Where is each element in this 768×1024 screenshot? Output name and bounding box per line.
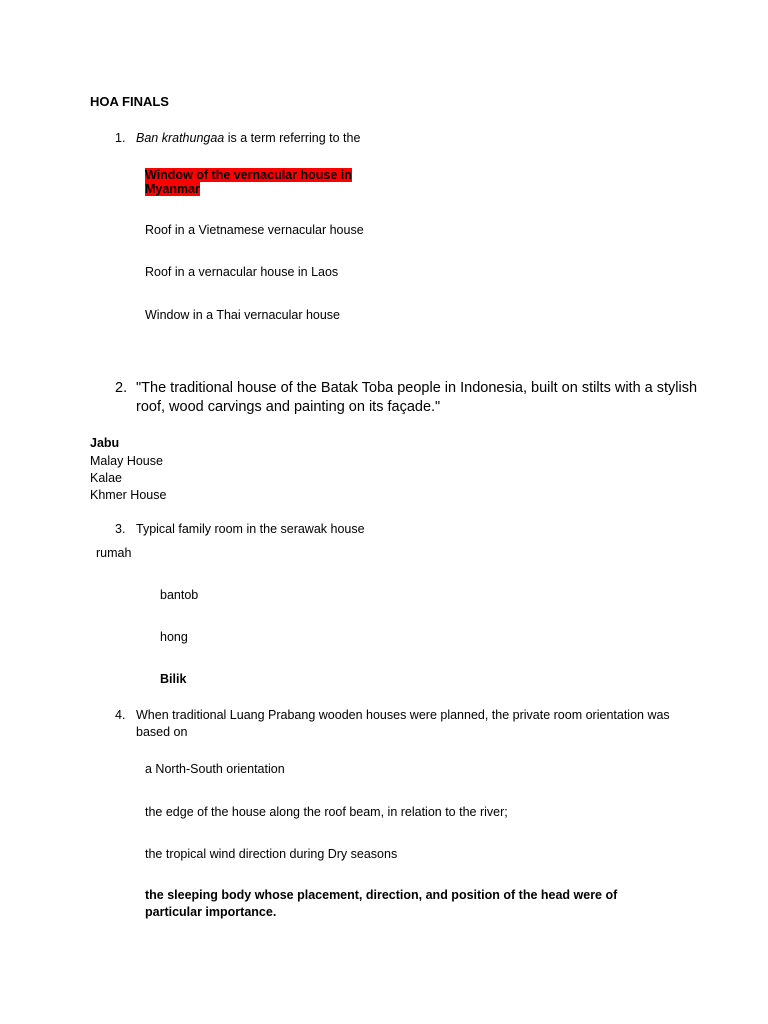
- answer-option-correct-line: the sleeping body whose placement, direction, and position of the head were of: [145, 888, 618, 902]
- answer-option: Window in a Thai vernacular house: [145, 308, 341, 322]
- answer-option: the tropical wind direction during Dry seasons: [145, 847, 398, 861]
- answer-option-correct: Bilik: [160, 672, 187, 686]
- page-title: HOA FINALS: [90, 94, 169, 109]
- question-text: [136, 131, 360, 145]
- question-number: 2.: [115, 380, 128, 396]
- answer-option-correct: [145, 168, 352, 196]
- answer-option: Kalae: [90, 471, 122, 485]
- question-text: Typical family room in the serawak house: [136, 522, 365, 536]
- answer-option-correct: Jabu: [90, 436, 120, 450]
- question-text-line: based on: [136, 725, 188, 739]
- answer-option: Khmer House: [90, 488, 167, 502]
- question-text-rest: is a term referring to the: [224, 131, 361, 145]
- answer-option: Roof in a vernacular house in Laos: [145, 265, 339, 279]
- question-term: Ban krathungaa: [136, 131, 225, 145]
- answer-option-correct-line: particular importance.: [145, 905, 277, 919]
- answer-option: rumah: [96, 546, 132, 560]
- answer-option: a North-South orientation: [145, 762, 285, 776]
- question-number: 4.: [115, 708, 126, 722]
- answer-option: Malay House: [90, 454, 163, 468]
- question-number: 3.: [115, 522, 126, 536]
- question-text-line: roof, wood carvings and painting on its façade.": [136, 399, 441, 415]
- answer-option: the edge of the house along the roof beam, in relation to the river;: [145, 805, 508, 819]
- answer-option: Roof in a Vietnamese vernacular house: [145, 223, 364, 237]
- answer-option-line: Myanmar: [145, 182, 200, 196]
- answer-option: bantob: [160, 588, 199, 602]
- question-text-line: "The traditional house of the Batak Toba people in Indonesia, built on stilts with a stylish: [136, 380, 698, 396]
- question-number: 1.: [115, 131, 126, 145]
- answer-option-line: Window of the vernacular house in: [145, 168, 352, 182]
- answer-option: hong: [160, 630, 188, 644]
- question-text-line: When traditional Luang Prabang wooden houses were planned, the private room orientation was: [136, 708, 670, 722]
